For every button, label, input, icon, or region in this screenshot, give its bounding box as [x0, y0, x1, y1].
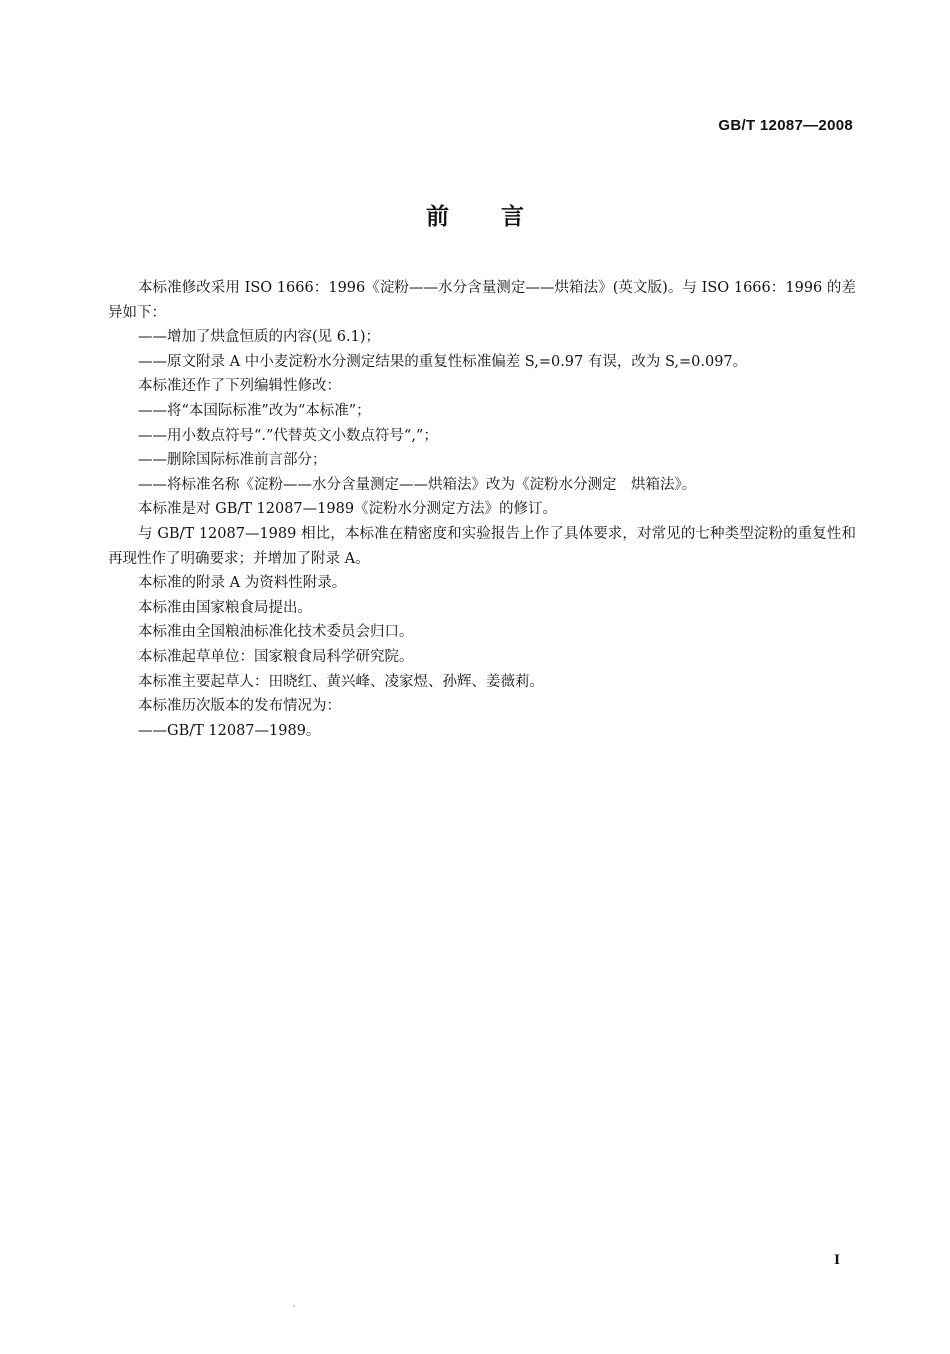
paragraph: 本标准由全国粮油标准化技术委员会归口。: [138, 624, 414, 641]
paragraph: 本标准是对 GB/T 12087—1989《淀粉水分测定方法》的修订。: [138, 501, 558, 518]
foreword-body: [108, 276, 856, 743]
paragraph: ——GB/T 12087—1989。: [138, 722, 321, 739]
page-title: 前言: [426, 204, 576, 230]
paragraph: ——增加了烘盒恒质的内容(见 6.1)；: [138, 329, 380, 346]
paragraph: ——原文附录 A 中小麦淀粉水分测定结果的重复性标准偏差 S,=0.97 有误，改为 S,=0.097。: [138, 353, 748, 370]
paragraph: 本标准由国家粮食局提出。: [138, 599, 312, 616]
paragraph: ——将标准名称《淀粉——水分含量测定——烘箱法》改为《淀粉水分测定 烘箱法》。: [138, 476, 697, 493]
paragraph: 与 GB/T 12087—1989 相比，本标准在精密度和实验报告上作了具体要求，对常见的七种类型淀粉的重复性和再现性作了明确要求；并增加了附录 A。: [108, 525, 856, 567]
paragraph: 本标准历次版本的发布情况为：: [138, 698, 341, 715]
paragraph: ——将“本国际标准”改为“本标准”；: [138, 402, 371, 419]
standard-number: GB/T 12087—2008: [718, 117, 853, 134]
paragraph: 本标准修改采用 ISO 1666：1996《淀粉——水分含量测定——烘箱法》(英文版)。与 ISO 1666：1996 的差异如下：: [108, 280, 856, 321]
paragraph: 本标准的附录 A 为资料性附录。: [138, 575, 347, 592]
scan-speck: [293, 1305, 295, 1307]
paragraph: 本标准起草单位：国家粮食局科学研究院。: [138, 648, 414, 665]
paragraph: ——用小数点符号“.”代替英文小数点符号“,”；: [138, 427, 438, 444]
page-number: I: [834, 1252, 840, 1268]
paragraph: 本标准主要起草人：田晓红、黄兴峰、凌家煜、孙辉、姜薇莉。: [138, 673, 544, 690]
paragraph: 本标准还作了下列编辑性修改：: [138, 378, 341, 395]
paragraph: ——删除国际标准前言部分；: [138, 452, 327, 469]
